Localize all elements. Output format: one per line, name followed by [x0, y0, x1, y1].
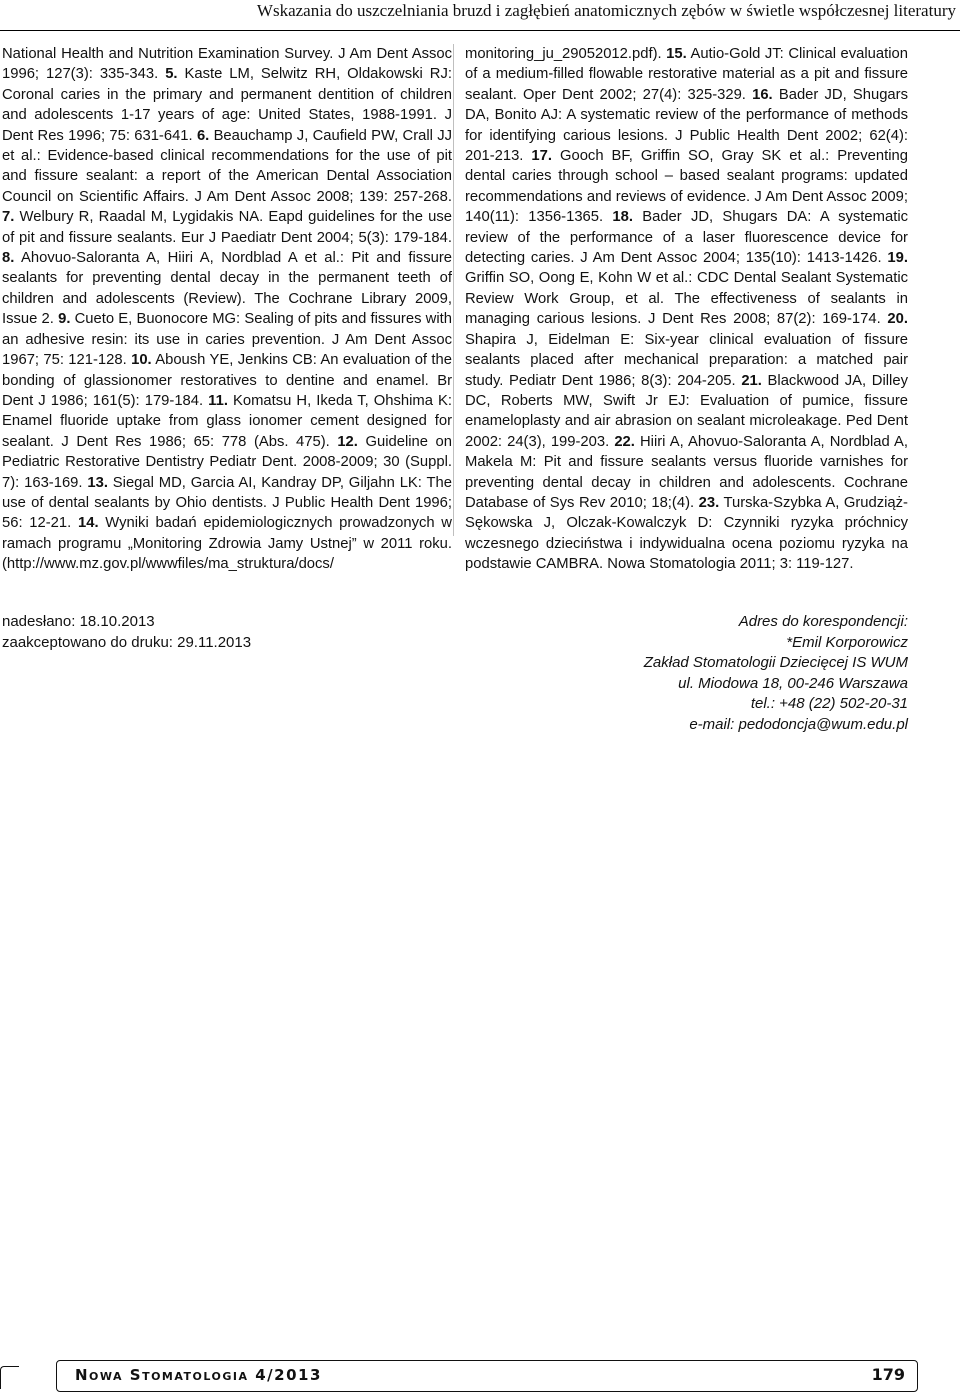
- reference-number: 20.: [887, 311, 908, 328]
- reference-number: 5.: [165, 66, 178, 83]
- reference-number: 6.: [196, 127, 210, 144]
- reference-number: 23.: [698, 494, 720, 511]
- reference-number: 17.: [531, 148, 552, 165]
- correspondence-heading: Adres do korespondencji:: [738, 613, 908, 630]
- reference-text: Cueto E, Buonocore MG: Sealing of pits and fissures with an adhesive resin: its use in caries prevention. J Am Dent Assoc 1967; 75: 121-128.: [2, 311, 452, 369]
- reference-text: Bader JD, Shugars DA: A systematic review of the performance of a laser fluorescence device for detecting caries. J Am Dent Assoc 2004; 135(10): 1413-1426.: [465, 209, 909, 267]
- footer-corner-ornament: [0, 1366, 19, 1389]
- reference-number: 9.: [58, 311, 71, 328]
- references-left-text: [2, 44, 452, 575]
- reference-number: 16.: [752, 86, 773, 103]
- correspondence-phone: tel.: +48 (22) 502-20-31: [750, 695, 908, 712]
- reference-number: 11.: [208, 392, 228, 409]
- reference-number: 10.: [131, 352, 152, 369]
- accepted-date: zaakceptowano do druku: 29.11.2013: [2, 633, 252, 651]
- reference-number: 15.: [666, 46, 687, 62]
- reference-number: 7.: [2, 209, 15, 226]
- reference-number: 19.: [887, 250, 908, 267]
- received-date: nadesłano: 18.10.2013: [2, 613, 155, 630]
- reference-number: 18.: [612, 209, 633, 226]
- correspondence-email: e-mail: pedodoncja@wum.edu.pl: [689, 715, 908, 733]
- journal-name: Nowa Stomatologia 4/2013: [75, 1366, 322, 1384]
- reference-text: Beauchamp J, Caufield PW, Crall JJ et al.: Evidence-based clinical recommendations for the use of pit and fissure sealant: a report of the American Dental Association Council on Scientific Affairs. J Am Dent Assoc 2008; 139: 257-268.: [2, 127, 453, 205]
- reference-text: Komatsu H, Ikeda T, Ohshima K: Enamel fluoride uptake from glass ionomer cement designed for sealant. J Dent Res 1986; 65: 778 (Abs. 475).: [2, 392, 452, 450]
- correspondence-name: *Emil Korporowicz: [786, 633, 908, 651]
- reference-text: Gooch BF, Griffin SO, Gray SK et al.: Preventing dental caries through school – based sealant programs: updated recommendations and reviews of evidence. J Am Dent Assoc 2009; 140(11): 1356-1365.: [465, 148, 909, 226]
- reference-text: Ahovuo-Saloranta A, Hiiri A, Nordblad A et al.: Pit and fissure sealants for preventing dental decay in the permanent teeth of children and adolescents (Review). The Cochrane Library 2009, Issue 2.: [2, 250, 452, 328]
- reference-text: Blackwood JA, Dilley DC, Roberts MW, Swift Jr EJ: Evaluation of pumice, fissure enameloplasty and air abrasion on sealant microleakage. Ped Dent 2002: 24(3), 199-203.: [465, 372, 908, 450]
- reference-text: Griffin SO, Oong E, Kohn W et al.: CDC Dental Sealant Systematic Review Work Group, et al. The effectiveness of sealants in managing carious lesions. J Dent Res 2008; 87(2): 169-174.: [465, 270, 908, 328]
- correspondence-address: [644, 612, 908, 735]
- reference-text: Bader JD, Shugars DA, Bonito AJ: A systematic review of the performance of methods for identifying carious lesions. J Public Health Dent 2002; 62(4): 201-213.: [465, 86, 908, 165]
- reference-number: 8.: [2, 250, 15, 267]
- reference-text: Aboush YE, Jenkins CB: An evaluation of the bonding of glassionomer restoratives to dentine and enamel. Br Dent J 1986; 161(5): 179-184.: [2, 352, 452, 409]
- running-title: Wskazania do uszczelniania bruzd i zagłębień anatomicznych zębów w świetle współczesnej literatury: [256, 1, 956, 20]
- page-number: 179: [871, 1365, 905, 1384]
- correspondence-street: ul. Miodowa 18, 00-246 Warszawa: [678, 674, 908, 692]
- reference-text: Wyniki badań epidemiologicznych prowadzonych w ramach programu „Monitoring Zdrowia Jamy Ustnej” w 2011 roku. (http://www.mz.gov.pl/wwwfiles/ma_struktura/docs/: [2, 515, 452, 573]
- reference-text: Welbury R, Raadal M, Lygidakis NA. Eapd guidelines for the use of pit and fissure sealants. Eur J Paediatr Dent 2004; 5(3): 179-184.: [2, 209, 452, 246]
- reference-number: 13.: [87, 474, 108, 491]
- references-left-column: [2, 44, 452, 575]
- column-divider: [453, 44, 454, 536]
- reference-number: 12.: [337, 433, 358, 450]
- reference-number: 21.: [741, 372, 762, 389]
- reference-text: monitoring_ju_29052012.pdf).: [465, 46, 662, 62]
- reference-text: Autio-Gold JT: Clinical evaluation of a medium-filled flowable restorative material as a pit and fissure sealant. Oper Dent 2002; 27(4): 325-329.: [465, 46, 908, 103]
- reference-text: Guideline on Pediatric Restorative Dentistry Pediatr Dent. 2008-2009; 30 (Suppl. 7): 163-169.: [2, 433, 452, 491]
- reference-number: 22.: [614, 433, 635, 450]
- running-header: [0, 0, 960, 31]
- references-right-column: [465, 44, 908, 575]
- page-footer: [0, 1360, 960, 1393]
- reference-text: National Health and Nutrition Examination Survey. J Am Dent Assoc 1996; 127(3): 335-343.: [2, 46, 452, 83]
- journal-footer-box: [56, 1360, 918, 1392]
- reference-text: Turska-Szybka A, Grudziąż-Sękowska J, Olczak-Kowalczyk D: Czynniki ryzyka próchnicy wczesnego dzieciństwa i indywidualna ocena poziomu ryzyka na podstawie CAMBRA. Nowa Stomatologia 2011; 3: 119-127.: [465, 494, 908, 573]
- submission-dates: [2, 612, 251, 653]
- references-right-text: [465, 44, 908, 575]
- correspondence-institution: Zakład Stomatologii Dziecięcej IS WUM: [643, 654, 908, 671]
- reference-text: Kaste LM, Selwitz RH, Oldakowski RJ: Coronal caries in the primary and permanent dentition of children and adolescents 1-17 years of age: United States, 1988-1991. J Dent Res 1996; 75: 631-641.: [2, 66, 452, 144]
- reference-text: Shapira J, Eidelman E: Six-year clinical evaluation of fissure sealants placed after mechanical preparation: a matched pair study. Pediatr Dent 1986; 8(3): 204-205.: [465, 331, 908, 389]
- reference-text: Siegal MD, Garcia AI, Kandray DP, Giljahn LK: The use of dental sealants by Ohio dentists. J Public Health Dent 1996; 56: 12-21.: [2, 474, 452, 532]
- reference-number: 14.: [77, 515, 99, 532]
- reference-text: Hiiri A, Ahovuo-Saloranta A, Nordblad A, Makela M: Pit and fissure sealants versus fluoride varnishes for preventing dental decay in children and adolescents. Cochrane Database of Sys Rev 2010; 18;(4).: [465, 433, 908, 511]
